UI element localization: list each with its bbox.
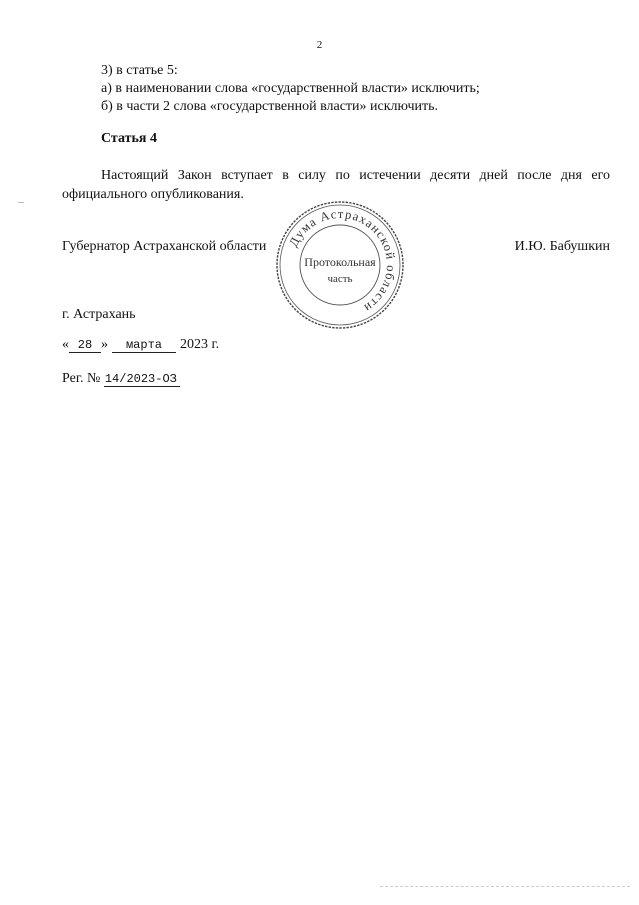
margin-mark [18, 202, 24, 203]
date-year: 2023 г. [180, 337, 220, 352]
article3-item-header: 3) в статье 5: [101, 63, 178, 78]
governor-title: Губернатор Астраханской области [62, 239, 267, 254]
date-month: марта [112, 338, 176, 353]
place: г. Астрахань [62, 307, 136, 322]
registration-line [62, 370, 610, 388]
registration-number: 14/2023-ОЗ [104, 372, 180, 387]
date-day: 28 [69, 338, 101, 353]
date-open-quote: « [62, 337, 69, 352]
article3-item-a: а) в наименовании слова «государственной власти» исключить; [101, 81, 480, 96]
date-line [62, 336, 610, 354]
registration-label: Рег. № [62, 371, 101, 386]
article3-item-b: б) в части 2 слова «государственной власти» исключить. [101, 99, 438, 114]
article4-text: Настоящий Закон вступает в силу по истечении десяти дней после дня его официального опубликования. [62, 168, 610, 202]
seal-center-line2: часть [327, 273, 353, 285]
page-number: 2 [316, 39, 323, 51]
governor-name: И.Ю. Бабушкин [514, 239, 610, 254]
date-close-quote: » [101, 337, 108, 352]
seal-ring-text: Дума Астраханской области [286, 206, 399, 316]
article4-title: Статья 4 [101, 131, 157, 146]
bottom-scan-line [380, 886, 630, 887]
seal-center-line1: Протокольная [304, 255, 376, 269]
